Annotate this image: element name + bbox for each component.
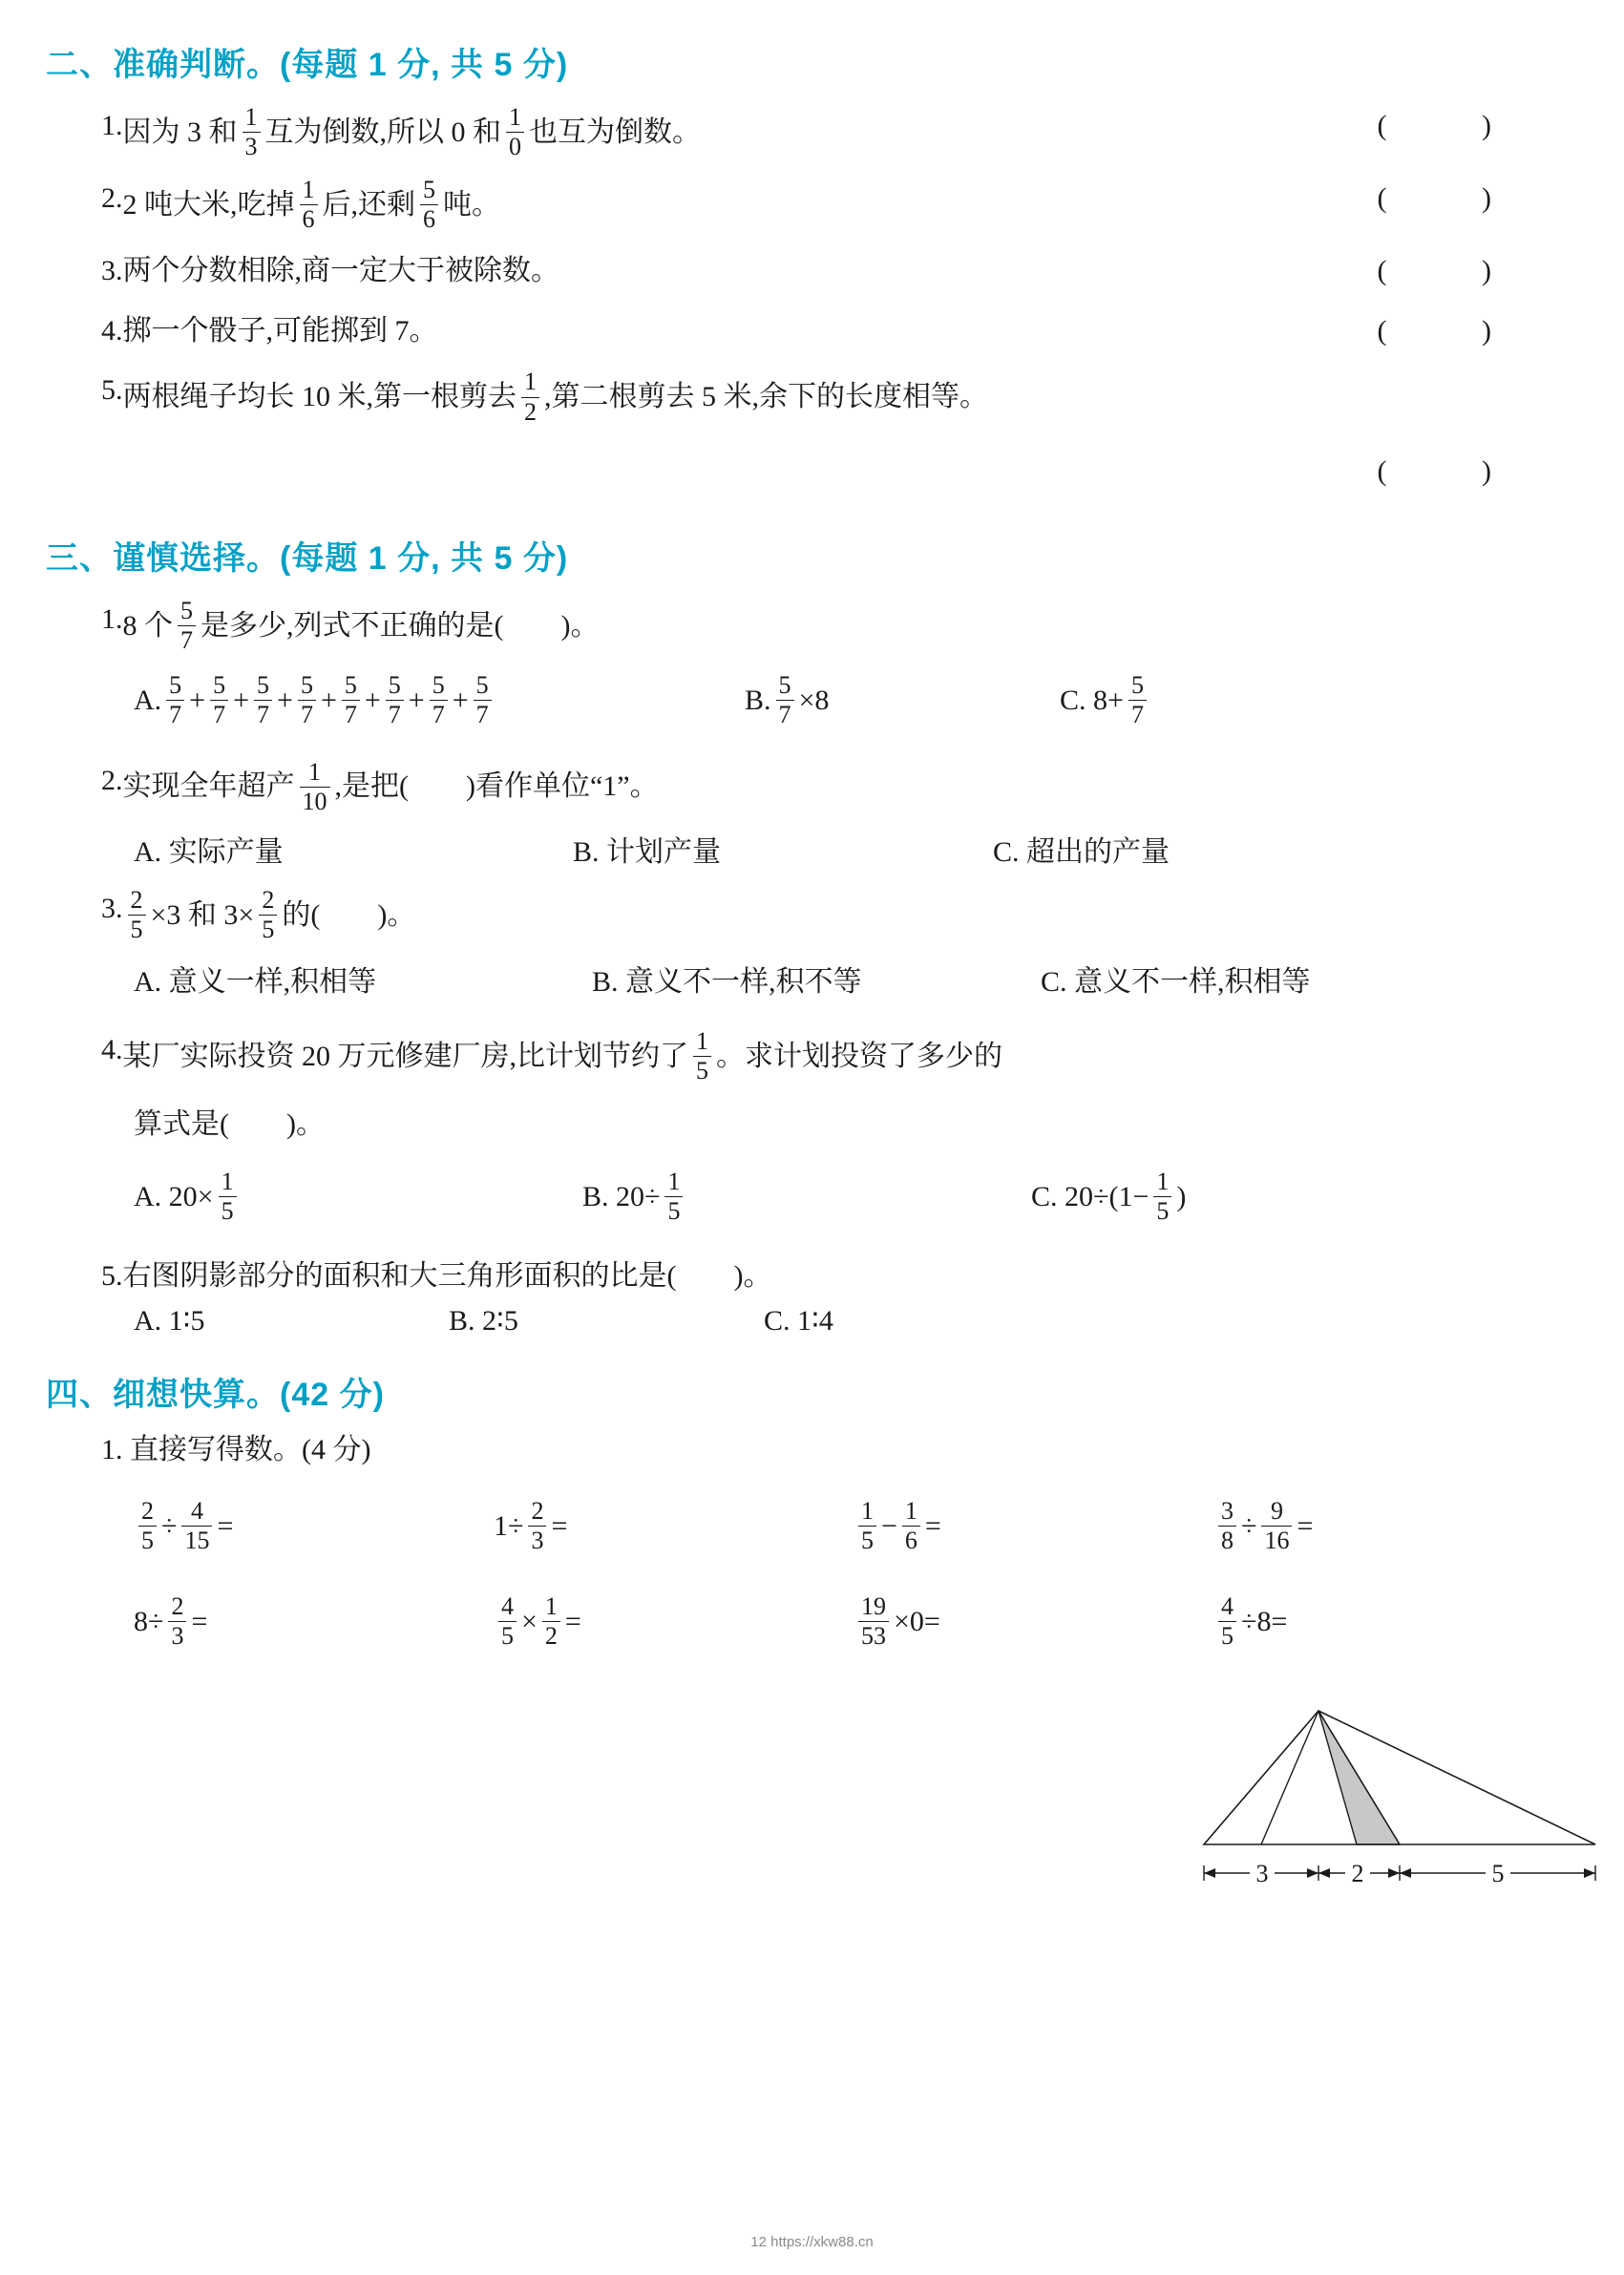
choice-3-4-A-label: A. 20× [134, 1180, 214, 1212]
c13f2n: 1 [904, 1496, 917, 1525]
choice-3-1-C-f1 [1128, 671, 1147, 728]
section-heading-3-score: (每题 1 分, 共 5 分) [280, 540, 569, 578]
question-3-3-number: 3. [101, 892, 123, 924]
choice-3-1-A-f3 [254, 671, 272, 728]
question-3-1-choices [46, 672, 1573, 729]
c31a-f5d: 7 [342, 700, 360, 728]
calc-item-1-2[interactable] [494, 1498, 854, 1555]
question-3-5-choices [46, 1304, 1573, 1338]
c22f2d: 2 [542, 1621, 560, 1650]
choice-3-3-A[interactable]: A. 意义一样,积相等 [134, 966, 377, 999]
q31-f1-den: 7 [178, 625, 196, 654]
c22f2n: 1 [544, 1592, 558, 1621]
q22-f2-den: 6 [420, 204, 438, 233]
question-2-5 [46, 369, 1573, 426]
calc-item-1-3[interactable] [854, 1498, 1213, 1555]
c13f1d: 5 [858, 1526, 876, 1554]
c11f1n: 2 [141, 1496, 154, 1525]
c31a-f6d: 7 [386, 700, 404, 728]
question-2-4 [46, 309, 1573, 354]
q31-t2: 是多少,列式不正确的是( )。 [200, 610, 600, 642]
c31c-f1n: 5 [1130, 671, 1144, 700]
c23f1d: 53 [858, 1621, 889, 1650]
q22-t1: 2 吨大米,吃掉 [122, 189, 295, 221]
c11-f1 [138, 1497, 157, 1554]
worksheet-content [46, 38, 1573, 1651]
choice-3-4-C-f1 [1153, 1168, 1171, 1225]
q21-t1: 因为 3 和 [122, 116, 238, 148]
q24-t1: 掷一个骰子,可能掷到 7。 [122, 314, 438, 347]
answer-bracket-2-1[interactable]: ( ) [1377, 110, 1535, 141]
q33-fraction-1 [128, 886, 146, 943]
q21-t3: 也互为倒数。 [529, 116, 701, 148]
figure-label-mid: 2 [1351, 1860, 1364, 1887]
choice-3-1-B[interactable] [745, 672, 1060, 729]
c14eq: = [1297, 1510, 1314, 1543]
answer-bracket-2-5[interactable]: ( ) [1377, 454, 1535, 487]
c13op: − [881, 1510, 897, 1543]
q31-f1-num: 5 [180, 597, 193, 625]
calc-item-2-4[interactable] [1213, 1593, 1573, 1651]
answer-bracket-2-3[interactable]: ( ) [1377, 255, 1535, 287]
q21-f2-den: 0 [506, 132, 524, 160]
choice-3-2-C[interactable]: C. 超出的产量 [993, 835, 1171, 868]
answer-bracket-2-2[interactable]: ( ) [1377, 182, 1535, 215]
choice-3-4-C[interactable] [1031, 1169, 1186, 1226]
q33-t2: 的( )。 [282, 898, 416, 931]
c11f2n: 4 [190, 1496, 203, 1525]
c14f1d: 8 [1218, 1526, 1236, 1554]
c34c-close: ) [1176, 1180, 1187, 1212]
section-heading-2-title: 二、准确判断。 [46, 47, 280, 83]
q22-f2-num: 5 [423, 176, 435, 204]
q25-f1-num: 1 [524, 368, 537, 396]
c31a-f3n: 5 [257, 671, 270, 700]
question-3-5-body [123, 1254, 772, 1299]
question-3-5-number: 5. [101, 1259, 123, 1292]
c12-f1 [528, 1497, 546, 1554]
q33-t1: ×3 和 3× [150, 898, 255, 931]
c31a-f8n: 5 [475, 671, 489, 700]
choice-3-1-A-label: A. [134, 685, 162, 717]
q22-fraction-1 [300, 176, 318, 233]
q25-f1-den: 2 [521, 397, 539, 426]
question-2-1-body [123, 104, 702, 161]
choice-3-4-B-label: B. 20÷ [582, 1180, 661, 1212]
q33-f1-num: 2 [130, 885, 143, 914]
c14f2n: 9 [1270, 1496, 1283, 1525]
q21-fraction-2 [506, 103, 524, 160]
c22op: × [521, 1606, 538, 1638]
choice-3-4-B[interactable] [582, 1169, 1031, 1226]
page-footer: 12 https://xkw88.cn [750, 2234, 874, 2250]
calc-row-1 [46, 1498, 1573, 1555]
q25-fraction-1 [521, 368, 539, 425]
choice-3-1-A-f2 [210, 671, 228, 728]
q34-fraction-1 [693, 1027, 711, 1085]
c14f2d: 16 [1261, 1526, 1292, 1554]
section-heading-2-score: (每题 1 分, 共 5 分) [280, 47, 569, 83]
c21f1n: 2 [171, 1592, 184, 1621]
choice-3-2-A[interactable]: A. 实际产量 [134, 835, 284, 868]
question-2-3-body [123, 249, 560, 294]
arrow-left-0 [1204, 1868, 1215, 1878]
answer-bracket-2-4[interactable]: ( ) [1377, 314, 1535, 347]
section-heading-4 [46, 1368, 1573, 1415]
c22f1d: 5 [498, 1621, 517, 1650]
q32-t2: ,是把( )看作单位“1”。 [334, 770, 659, 803]
q34-f1-den: 5 [693, 1056, 711, 1085]
question-2-3-number: 3. [101, 255, 123, 287]
c23eq: ×0= [894, 1606, 940, 1638]
q32-t1: 实现全年超产 [122, 770, 295, 803]
c31a-f8d: 7 [474, 700, 492, 728]
choice-3-4-A[interactable] [134, 1169, 582, 1226]
choice-3-5-C[interactable]: C. 1∶4 [764, 1305, 833, 1338]
c14f1n: 3 [1221, 1496, 1234, 1525]
c31a-f2d: 7 [210, 700, 228, 728]
c31b-f1n: 5 [778, 671, 791, 700]
choice-3-3-C[interactable]: C. 意义不一样,积相等 [1041, 966, 1311, 999]
triangle-figure [1194, 1692, 1605, 1906]
question-3-4-choices [46, 1169, 1573, 1226]
c31a-op3: + [277, 685, 293, 717]
c14-f1 [1218, 1497, 1236, 1554]
c31a-f4n: 5 [300, 671, 313, 700]
choice-3-1-B-label: B. [745, 685, 771, 717]
question-2-2-number: 2. [101, 182, 123, 215]
c11f1d: 5 [138, 1526, 157, 1554]
big-triangle [1204, 1711, 1595, 1844]
c31a-op7: + [452, 685, 469, 717]
c24-f1 [1218, 1592, 1236, 1650]
q34-f1-num: 1 [696, 1027, 708, 1056]
q32-fraction-1 [300, 758, 330, 815]
calc-item-1-4[interactable] [1213, 1498, 1573, 1555]
c13f1n: 1 [861, 1496, 874, 1525]
c31a-f1n: 5 [169, 671, 182, 700]
q34-t2: 。求计划投资了多少的 [716, 1040, 1002, 1072]
question-3-1-body [123, 598, 600, 655]
c13f2d: 6 [902, 1526, 920, 1554]
c11-f2 [181, 1497, 212, 1554]
question-2-3 [46, 249, 1573, 294]
c11f2d: 15 [181, 1526, 212, 1554]
c24f1n: 4 [1221, 1592, 1234, 1621]
section-heading-3-title: 三、谨慎选择。 [46, 540, 280, 578]
c22eq: = [564, 1606, 581, 1638]
q21-f1-den: 3 [243, 132, 261, 160]
choice-3-1-A-f6 [386, 671, 404, 728]
choice-3-4-C-label: C. 20÷(1− [1031, 1180, 1149, 1212]
arrow-left-1 [1318, 1868, 1330, 1878]
c31b-f1d: 7 [776, 700, 794, 728]
choice-3-1-A-f1 [166, 671, 184, 728]
q32-f1-num: 1 [308, 757, 321, 786]
question-3-5 [46, 1254, 1573, 1299]
c11eq: = [217, 1510, 234, 1543]
c14op: ÷ [1241, 1510, 1257, 1543]
q35-t1: 右图阴影部分的面积和大三角形面积的比是( )。 [122, 1259, 772, 1292]
c14-f2 [1261, 1497, 1292, 1554]
question-2-4-number: 4. [101, 314, 123, 347]
question-2-2 [46, 177, 1573, 234]
c31a-op5: + [364, 685, 381, 717]
section-heading-3 [46, 532, 1573, 579]
question-3-4-body [123, 1028, 1003, 1085]
c13-f2 [902, 1497, 920, 1554]
choice-3-4-A-f1 [219, 1168, 237, 1225]
c31a-f3d: 7 [254, 700, 272, 728]
c12f1n: 2 [531, 1496, 544, 1525]
question-3-3 [46, 887, 1573, 944]
question-3-1-number: 1. [101, 603, 123, 636]
c23-f1 [858, 1592, 889, 1650]
q22-f1-num: 1 [302, 176, 315, 204]
question-3-2-body [123, 759, 659, 816]
inner-line-left [1261, 1711, 1318, 1844]
c21eq: = [191, 1606, 208, 1638]
triangle-figure-svg [1194, 1692, 1605, 1906]
question-3-1 [46, 598, 1573, 655]
q31-t1: 8 个 [122, 610, 173, 642]
c12lead: 1÷ [494, 1510, 524, 1543]
q21-t2: 互为倒数,所以 0 和 [264, 116, 501, 148]
question-2-1 [46, 104, 1573, 161]
c34c-f1n: 1 [1156, 1167, 1170, 1195]
c31a-f1d: 7 [166, 700, 184, 728]
c13-f1 [858, 1497, 876, 1554]
question-2-5-body [123, 369, 989, 426]
c23f1n: 19 [861, 1592, 886, 1621]
choice-3-1-A[interactable] [134, 672, 745, 729]
q33-f2-den: 5 [259, 915, 277, 943]
q33-f2-num: 2 [262, 885, 275, 914]
c34b-f1d: 5 [664, 1196, 683, 1225]
c31a-f7d: 7 [430, 700, 448, 728]
c22-f2 [542, 1592, 560, 1650]
calc-item-2-3[interactable] [854, 1593, 1213, 1651]
q33-f1-den: 5 [128, 915, 146, 943]
choice-3-5-B[interactable]: B. 2∶5 [449, 1305, 518, 1338]
c12f1d: 3 [528, 1526, 546, 1554]
q21-fraction-1 [243, 103, 261, 160]
calc-row-2 [46, 1593, 1573, 1651]
choice-3-1-A-f7 [430, 671, 448, 728]
c31a-f5n: 5 [344, 671, 357, 700]
c34c-f1d: 5 [1153, 1196, 1171, 1225]
c21-f1 [168, 1592, 186, 1650]
section-4-sub-1 [46, 1428, 1573, 1473]
question-3-2-number: 2. [101, 764, 123, 796]
choice-3-4-B-f1 [664, 1168, 683, 1225]
c31a-op4: + [320, 685, 337, 717]
q21-f1-num: 1 [244, 103, 258, 131]
q34-line2-text: 算式是( )。 [134, 1108, 325, 1141]
c22f1n: 4 [501, 1592, 514, 1621]
c31a-f4d: 7 [298, 700, 316, 728]
q34-t1: 某厂实际投资 20 万元修建厂房,比计划节约了 [122, 1040, 688, 1072]
question-2-1-number: 1. [101, 110, 123, 141]
c21lead: 8÷ [134, 1606, 164, 1638]
choice-3-1-A-f8 [474, 671, 492, 728]
question-3-3-choices [46, 958, 1573, 1000]
figure-label-right: 5 [1491, 1860, 1505, 1887]
arrow-right-1 [1388, 1868, 1400, 1878]
question-2-5-bracket-row [46, 450, 1573, 495]
c31a-f6n: 5 [388, 671, 401, 700]
q22-t2: 后,还剩 [322, 189, 415, 221]
section-heading-4-title: 四、细想快算。 [46, 1377, 280, 1414]
question-3-4-number: 4. [101, 1034, 123, 1066]
q33-fraction-2 [259, 886, 277, 943]
c31a-op6: + [408, 685, 425, 717]
c31b-op1: ×8 [798, 685, 830, 717]
q32-f1-den: 10 [300, 787, 330, 815]
q25-t2: ,第二根剪去 5 米,余下的长度相等。 [544, 381, 988, 413]
arrow-right-2 [1584, 1868, 1595, 1878]
q31-fraction-1 [178, 597, 196, 654]
calc-item-1-1[interactable] [134, 1498, 494, 1555]
question-2-5-number: 5. [101, 374, 123, 407]
section-heading-2 [46, 38, 1573, 85]
section-4-sub-1-text: 1. 直接写得数。(4 分) [101, 1434, 371, 1466]
question-3-3-body [123, 887, 416, 944]
c34b-f1n: 1 [667, 1167, 681, 1195]
c11op: ÷ [161, 1510, 178, 1543]
c31a-f7n: 5 [432, 671, 445, 700]
arrow-right-0 [1307, 1868, 1318, 1878]
choice-3-3-B[interactable]: B. 意义不一样,积不等 [592, 966, 862, 999]
q23-t1: 两个分数相除,商一定大于被除数。 [122, 255, 559, 287]
c34a-f1n: 1 [221, 1167, 234, 1195]
c31a-op2: + [233, 685, 250, 717]
choice-3-1-A-f5 [342, 671, 360, 728]
calc-item-2-1[interactable] [134, 1593, 494, 1651]
c31c-f1d: 7 [1128, 700, 1147, 728]
c31a-op1: + [189, 685, 206, 717]
c31a-f2n: 5 [213, 671, 226, 700]
c21f1d: 3 [168, 1621, 186, 1650]
question-3-4 [46, 1028, 1573, 1085]
question-2-2-body [123, 177, 501, 234]
q25-t1: 两根绳子均长 10 米,第一根剪去 [122, 381, 517, 413]
calc-item-2-2[interactable] [494, 1593, 854, 1651]
section-heading-4-score: (42 分) [280, 1377, 385, 1414]
choice-3-2-B[interactable]: B. 计划产量 [573, 835, 722, 868]
choice-3-1-B-f1 [776, 671, 794, 728]
choice-3-5-A[interactable]: A. 1∶5 [134, 1305, 205, 1338]
arrow-left-2 [1400, 1868, 1411, 1878]
c13eq: = [924, 1510, 941, 1543]
choice-3-1-A-f4 [298, 671, 316, 728]
question-2-4-body [123, 309, 438, 354]
choice-3-1-C[interactable] [1060, 672, 1151, 729]
q22-f1-den: 6 [300, 204, 318, 233]
q22-t3: 吨。 [443, 189, 500, 221]
c24eq: ÷8= [1241, 1606, 1288, 1638]
question-3-2 [46, 759, 1573, 816]
figure-label-left: 3 [1255, 1860, 1269, 1887]
c24f1d: 5 [1218, 1621, 1236, 1650]
q21-f2-num: 1 [509, 103, 521, 131]
c34a-f1d: 5 [219, 1196, 237, 1225]
c12eq: = [551, 1510, 568, 1543]
choice-3-1-C-label: C. 8+ [1060, 685, 1124, 717]
q22-fraction-2 [420, 176, 438, 233]
c22-f1 [498, 1592, 517, 1650]
question-3-4-line2 [46, 1103, 1573, 1148]
question-3-2-choices [46, 828, 1573, 870]
